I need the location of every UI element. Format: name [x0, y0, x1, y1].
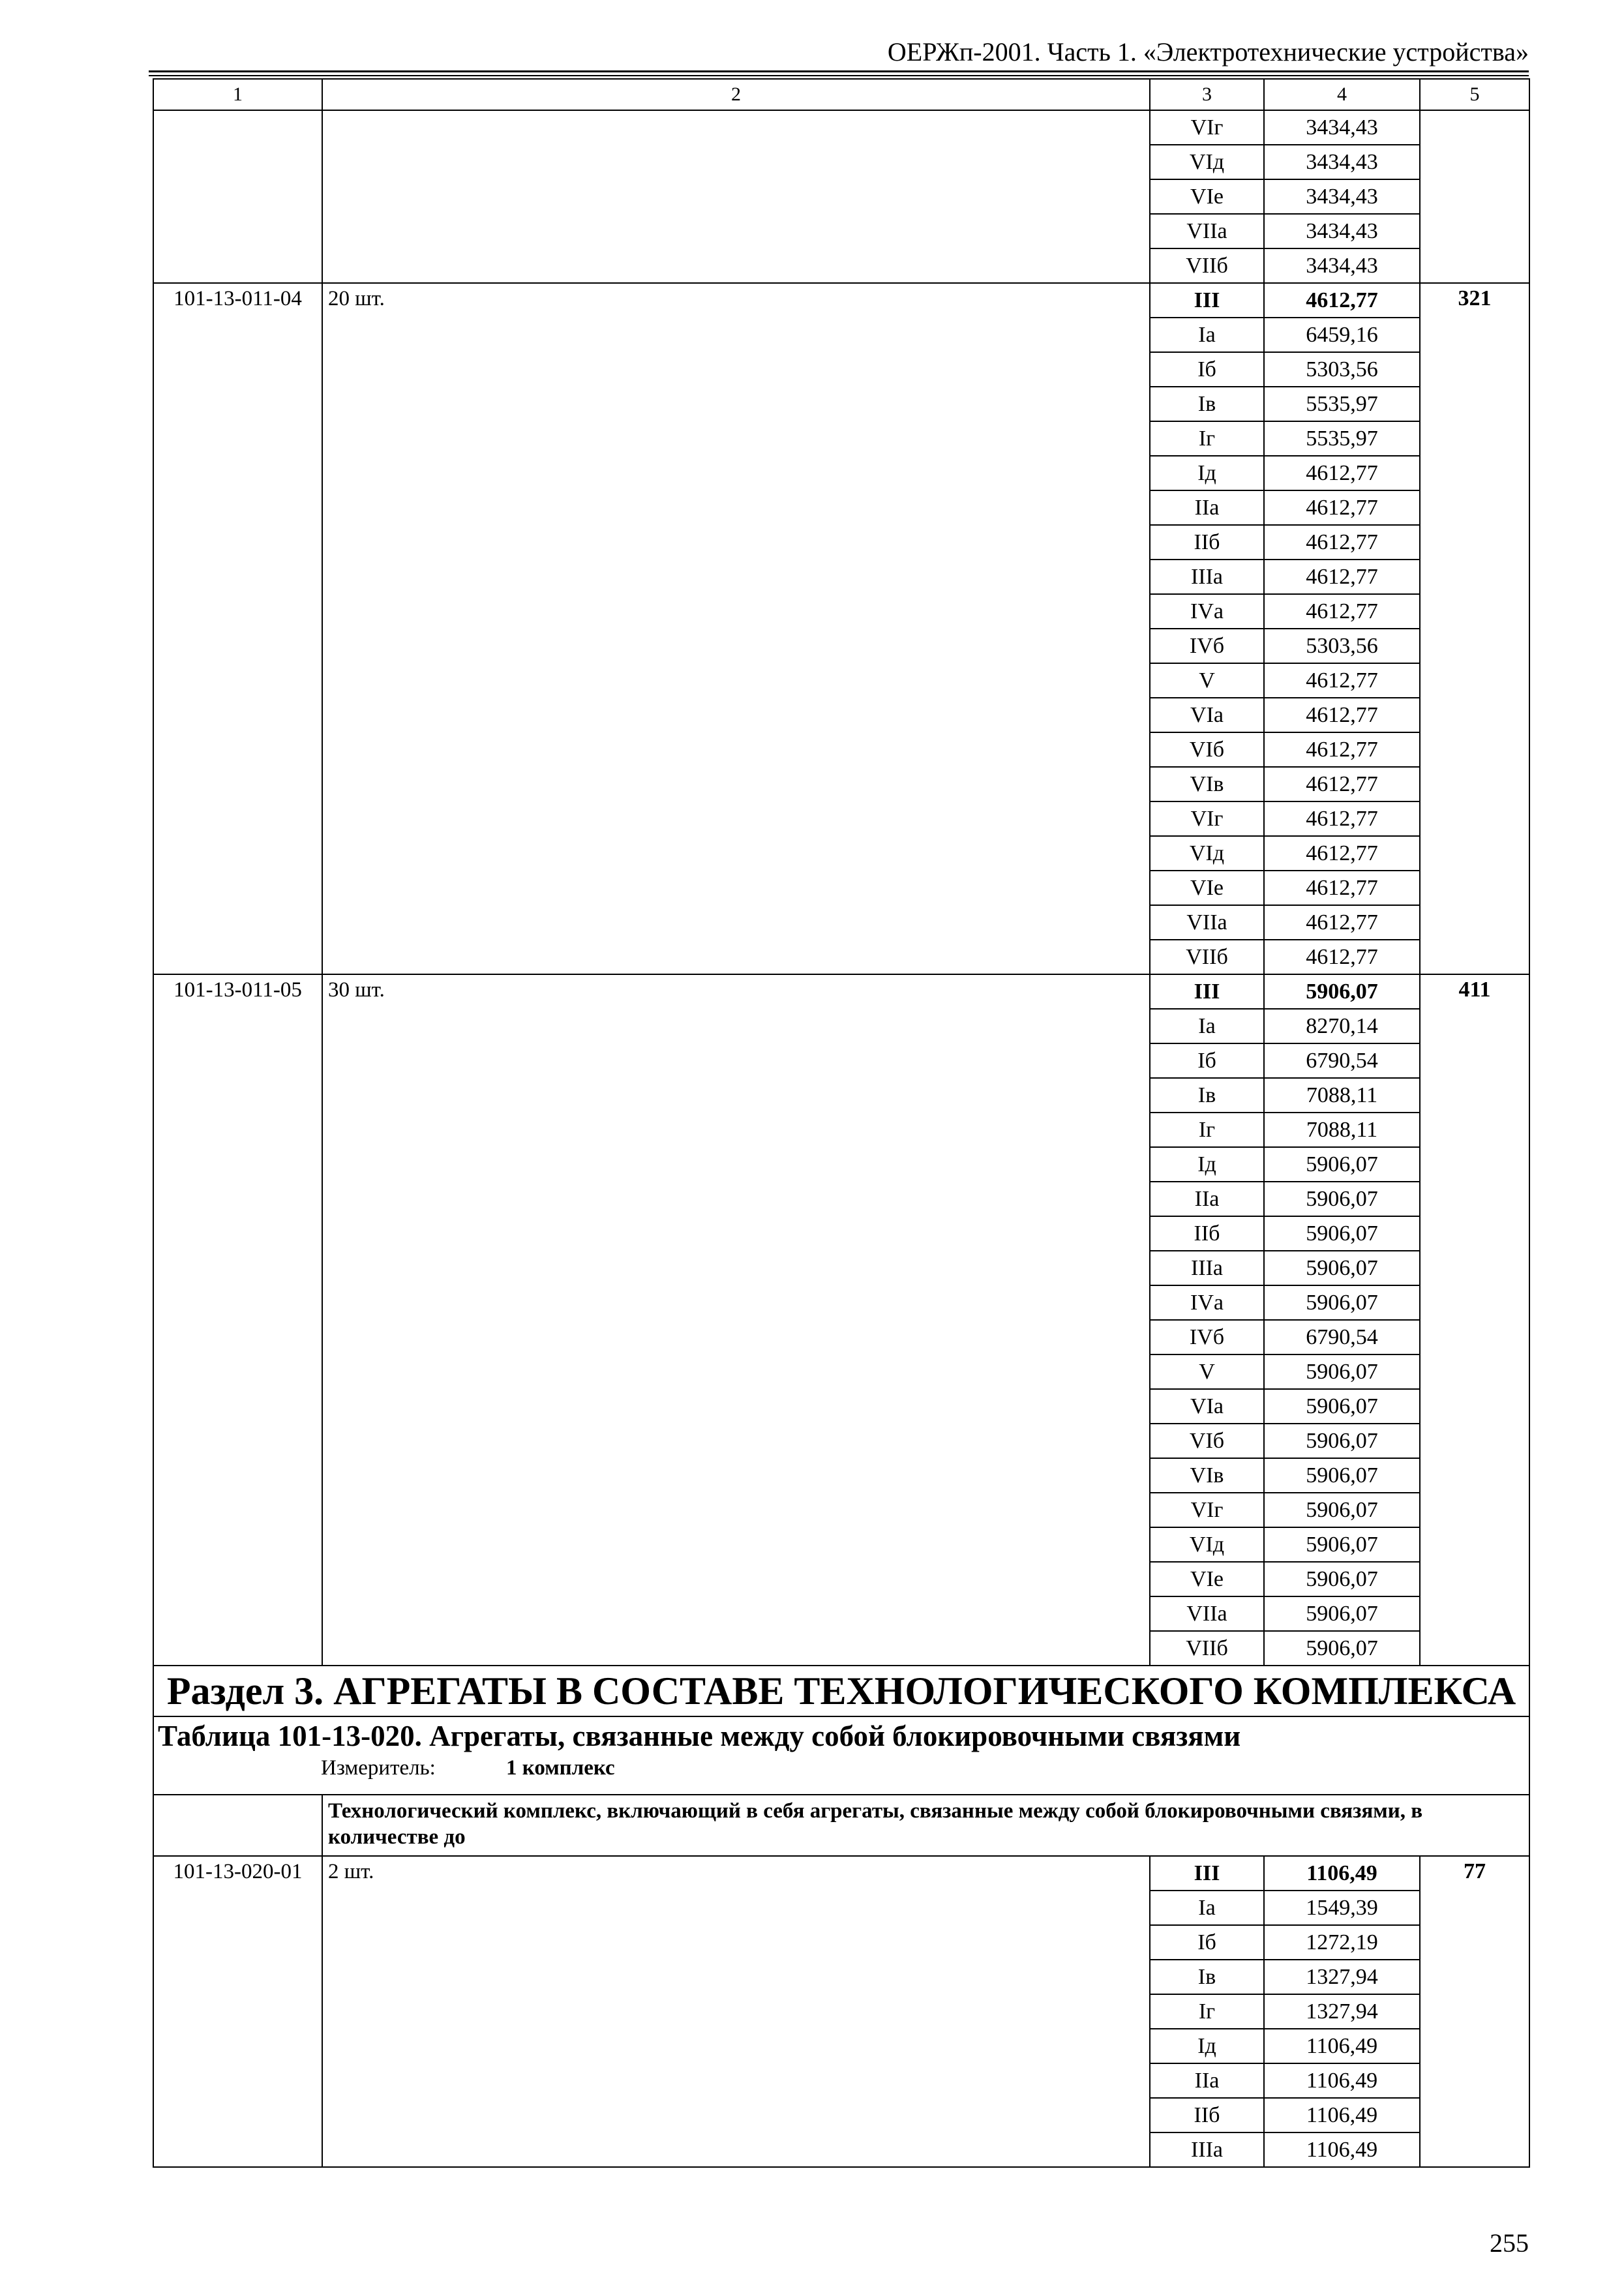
running-header: ОЕРЖп-2001. Часть 1. «Электротехнические устройства»: [887, 37, 1529, 67]
zone-cell: VIIа: [1150, 905, 1264, 940]
price-cell: 5906,07: [1264, 1354, 1420, 1389]
price-cell: 4612,77: [1264, 871, 1420, 905]
zone-cell: Iв: [1150, 1960, 1264, 1994]
price-cell: 5906,07: [1264, 974, 1420, 1009]
zone-cell: Iв: [1150, 387, 1264, 421]
zone-cell: VIIа: [1150, 1596, 1264, 1631]
item-name: 2 шт.: [322, 1856, 1150, 2167]
price-cell: 5906,07: [1264, 1424, 1420, 1458]
zone-cell: VIв: [1150, 1458, 1264, 1493]
zone-cell: VIе: [1150, 871, 1264, 905]
zone-cell: VIа: [1150, 1389, 1264, 1424]
zone-cell: VIг: [1150, 801, 1264, 836]
zone-cell: III: [1150, 974, 1264, 1009]
price-cell: 5906,07: [1264, 1458, 1420, 1493]
price-cell: 5906,07: [1264, 1596, 1420, 1631]
zone-cell: IVа: [1150, 1285, 1264, 1320]
zone-cell: IVб: [1150, 1320, 1264, 1354]
page-number: 255: [1490, 2228, 1529, 2258]
measure-label: Измеритель:: [321, 1756, 436, 1780]
header-rule: [149, 75, 1529, 76]
table-heading-cell: [153, 1716, 1529, 1795]
zone-cell: VIIб: [1150, 940, 1264, 974]
price-cell: 8270,14: [1264, 1009, 1420, 1043]
zone-cell: Iд: [1150, 456, 1264, 490]
price-cell: 4612,77: [1264, 525, 1420, 560]
price-cell: 5906,07: [1264, 1389, 1420, 1424]
price-cell: 1327,94: [1264, 1960, 1420, 1994]
zone-cell: VIд: [1150, 836, 1264, 871]
section-heading: Раздел 3. АГРЕГАТЫ В СОСТАВЕ ТЕХНОЛОГИЧЕСКОГО КОМПЛЕКСА: [153, 1666, 1529, 1716]
zone-cell: Iа: [1150, 1009, 1264, 1043]
column-number: 3: [1150, 79, 1264, 110]
price-cell: 4612,77: [1264, 836, 1420, 871]
zone-cell: V: [1150, 663, 1264, 698]
price-cell: 3434,43: [1264, 248, 1420, 283]
zone-cell: IVб: [1150, 629, 1264, 663]
price-cell: 3434,43: [1264, 179, 1420, 214]
table-title: Таблица 101-13-020. Агрегаты, связанные между собой блокировочными связями: [158, 1720, 1241, 1752]
price-cell: 5303,56: [1264, 629, 1420, 663]
zone-cell: IIIа: [1150, 1251, 1264, 1285]
zone-cell: IIб: [1150, 525, 1264, 560]
zone-cell: VIд: [1150, 1527, 1264, 1562]
zone-cell: Iа: [1150, 1891, 1264, 1925]
zone-cell: Iв: [1150, 1078, 1264, 1113]
price-cell: 5906,07: [1264, 1493, 1420, 1527]
price-cell: 6790,54: [1264, 1043, 1420, 1078]
description-code-cell: [153, 1795, 322, 1856]
zone-cell: IIа: [1150, 1182, 1264, 1216]
rate-row: [153, 283, 1529, 318]
price-cell: 7088,11: [1264, 1078, 1420, 1113]
column-number-row: [153, 79, 1529, 110]
zone-cell: VIг: [1150, 110, 1264, 145]
price-cell: 5535,97: [1264, 387, 1420, 421]
zone-cell: IIIа: [1150, 560, 1264, 594]
zone-cell: IIб: [1150, 1216, 1264, 1251]
price-cell: 4612,77: [1264, 698, 1420, 732]
zone-cell: IIа: [1150, 2063, 1264, 2098]
price-cell: 5906,07: [1264, 1147, 1420, 1182]
item-name: 30 шт.: [322, 974, 1150, 1666]
rate-row: [153, 110, 1529, 145]
description-cell: [322, 1795, 1529, 1856]
labor-cell: [1420, 110, 1529, 283]
price-cell: 5906,07: [1264, 1251, 1420, 1285]
price-cell: 3434,43: [1264, 145, 1420, 179]
price-cell: 6790,54: [1264, 1320, 1420, 1354]
zone-cell: VIд: [1150, 145, 1264, 179]
description-text: Технологический комплекс, включающий в себя агрегаты, связанные между собой блокировочными связями, в количестве до: [328, 1799, 1423, 1849]
price-cell: 1106,49: [1264, 2029, 1420, 2063]
item-code: [153, 110, 322, 283]
zone-cell: V: [1150, 1354, 1264, 1389]
price-cell: 4612,77: [1264, 732, 1420, 767]
price-cell: 1106,49: [1264, 2098, 1420, 2132]
price-cell: 1549,39: [1264, 1891, 1420, 1925]
price-cell: 5906,07: [1264, 1182, 1420, 1216]
zone-cell: Iд: [1150, 2029, 1264, 2063]
price-cell: 1327,94: [1264, 1994, 1420, 2029]
price-cell: 4612,77: [1264, 560, 1420, 594]
price-cell: 1272,19: [1264, 1925, 1420, 1960]
price-cell: 4612,77: [1264, 801, 1420, 836]
price-cell: 4612,77: [1264, 767, 1420, 801]
column-number: 4: [1264, 79, 1420, 110]
item-code: 101-13-020-01: [153, 1856, 322, 2167]
price-cell: 4612,77: [1264, 905, 1420, 940]
price-cell: 5303,56: [1264, 352, 1420, 387]
rates-table: [153, 78, 1530, 2168]
zone-cell: VIе: [1150, 179, 1264, 214]
rates-table-body: [153, 79, 1529, 2167]
item-name: 20 шт.: [322, 283, 1150, 974]
zone-cell: III: [1150, 283, 1264, 318]
price-cell: 7088,11: [1264, 1113, 1420, 1147]
zone-cell: III: [1150, 1856, 1264, 1891]
measure-value: 1 комплекс: [506, 1756, 615, 1780]
item-code: 101-13-011-05: [153, 974, 322, 1666]
zone-cell: Iб: [1150, 1043, 1264, 1078]
labor-cell: 321: [1420, 283, 1529, 974]
price-cell: 3434,43: [1264, 214, 1420, 248]
zone-cell: VIв: [1150, 767, 1264, 801]
price-cell: 5906,07: [1264, 1285, 1420, 1320]
rates-table-container: [153, 78, 1529, 2168]
labor-cell: 411: [1420, 974, 1529, 1666]
price-cell: 3434,43: [1264, 110, 1420, 145]
price-cell: 6459,16: [1264, 318, 1420, 352]
measure-line: [154, 1755, 1529, 1781]
description-row: [153, 1795, 1529, 1856]
price-cell: 1106,49: [1264, 2132, 1420, 2167]
price-cell: 4612,77: [1264, 663, 1420, 698]
zone-cell: VIа: [1150, 698, 1264, 732]
price-cell: 5906,07: [1264, 1631, 1420, 1666]
zone-cell: VIе: [1150, 1562, 1264, 1596]
zone-cell: VIIа: [1150, 214, 1264, 248]
zone-cell: Iг: [1150, 421, 1264, 456]
price-cell: 5906,07: [1264, 1562, 1420, 1596]
item-name: [322, 110, 1150, 283]
price-cell: 1106,49: [1264, 1856, 1420, 1891]
price-cell: 5535,97: [1264, 421, 1420, 456]
zone-cell: VIг: [1150, 1493, 1264, 1527]
zone-cell: Iб: [1150, 1925, 1264, 1960]
zone-cell: VIIб: [1150, 248, 1264, 283]
column-number: 2: [322, 79, 1150, 110]
column-number: 1: [153, 79, 322, 110]
price-cell: 5906,07: [1264, 1527, 1420, 1562]
zone-cell: IIIа: [1150, 2132, 1264, 2167]
zone-cell: VIIб: [1150, 1631, 1264, 1666]
table-heading-row: [153, 1716, 1529, 1795]
zone-cell: IIб: [1150, 2098, 1264, 2132]
section-heading-row: [153, 1666, 1529, 1716]
zone-cell: IIа: [1150, 490, 1264, 525]
rate-row: [153, 974, 1529, 1009]
rate-row: [153, 1856, 1529, 1891]
price-cell: 5906,07: [1264, 1216, 1420, 1251]
zone-cell: Iг: [1150, 1113, 1264, 1147]
zone-cell: IVа: [1150, 594, 1264, 629]
price-cell: 4612,77: [1264, 594, 1420, 629]
column-number: 5: [1420, 79, 1529, 110]
price-cell: 4612,77: [1264, 456, 1420, 490]
labor-cell: 77: [1420, 1856, 1529, 2167]
price-cell: 1106,49: [1264, 2063, 1420, 2098]
zone-cell: Iг: [1150, 1994, 1264, 2029]
item-code: 101-13-011-04: [153, 283, 322, 974]
header-rule: [149, 70, 1529, 72]
zone-cell: Iд: [1150, 1147, 1264, 1182]
price-cell: 4612,77: [1264, 283, 1420, 318]
zone-cell: Iа: [1150, 318, 1264, 352]
zone-cell: Iб: [1150, 352, 1264, 387]
zone-cell: VIб: [1150, 1424, 1264, 1458]
price-cell: 4612,77: [1264, 940, 1420, 974]
price-cell: 4612,77: [1264, 490, 1420, 525]
zone-cell: VIб: [1150, 732, 1264, 767]
